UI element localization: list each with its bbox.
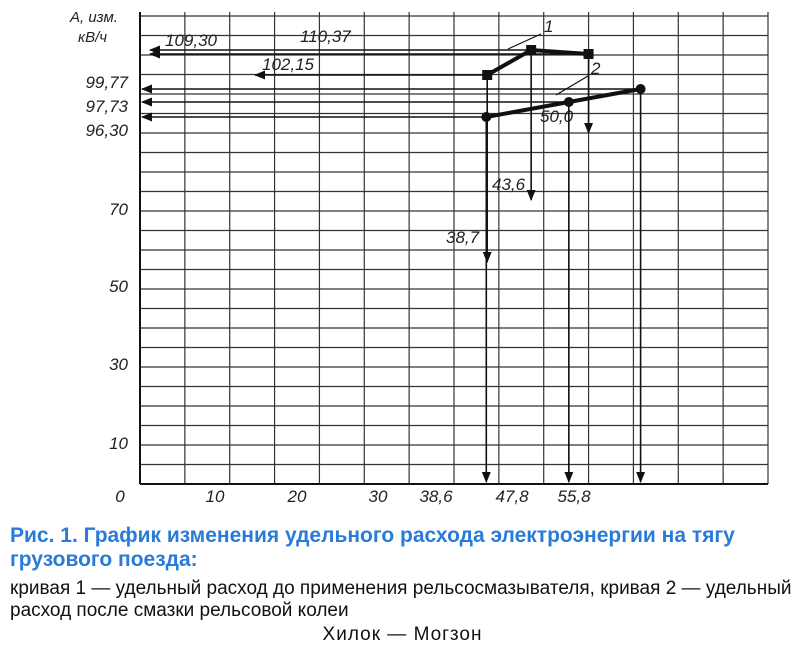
y-tick-label: 50 — [109, 277, 128, 296]
y-axis-label-line2: кВ/ч — [78, 29, 108, 46]
x-tick-label: 30 — [368, 487, 388, 506]
series-1-y-value-label: 110,37 — [300, 27, 351, 46]
x-tick-label: 0 — [115, 487, 125, 506]
caption-route: Хилок — Могзон — [322, 624, 483, 645]
x-tick-label: 20 — [287, 487, 307, 506]
series-2-name-label: 2 — [591, 59, 601, 78]
series-2-y-value-label: 96,30 — [85, 121, 128, 140]
axes — [109, 12, 768, 506]
series-1-x-value-label: 43,6 — [492, 175, 526, 194]
y-axis-label-line1: А, изм. — [70, 9, 118, 26]
x-tick-label: 47,8 — [495, 487, 529, 506]
series-2-y-value-label: 97,73 — [85, 97, 128, 116]
x-tick-label: 10 — [205, 487, 225, 506]
series-2-y-value-label: 99,77 — [85, 73, 128, 92]
x-tick-label: 55,8 — [557, 487, 591, 506]
series-1-y-value-label: 102,15 — [262, 55, 314, 74]
caption-title: Рис. 1. График изменения удельного расхода электроэнергии на тягу грузового поезда: — [10, 524, 735, 571]
series-1-name-label: 1 — [544, 17, 554, 36]
series-1-x-value-label: 38,7 — [446, 228, 480, 247]
y-tick-label: 30 — [109, 355, 128, 374]
series-2-name-leader — [556, 76, 588, 95]
series-1-x-value-label: 50,0 — [540, 107, 574, 126]
caption-body: кривая 1 — удельный расход до применения рельсосмазывателя, кривая 2 — удельный расход после смазки рельсовой колеи — [10, 578, 792, 621]
figure-caption — [10, 524, 795, 646]
y-tick-label: 10 — [109, 434, 128, 453]
y-tick-label: 70 — [109, 200, 128, 219]
grid — [140, 12, 768, 484]
series-1-y-value-label: 109,30 — [165, 31, 217, 50]
x-tick-label: 38,6 — [419, 487, 453, 506]
